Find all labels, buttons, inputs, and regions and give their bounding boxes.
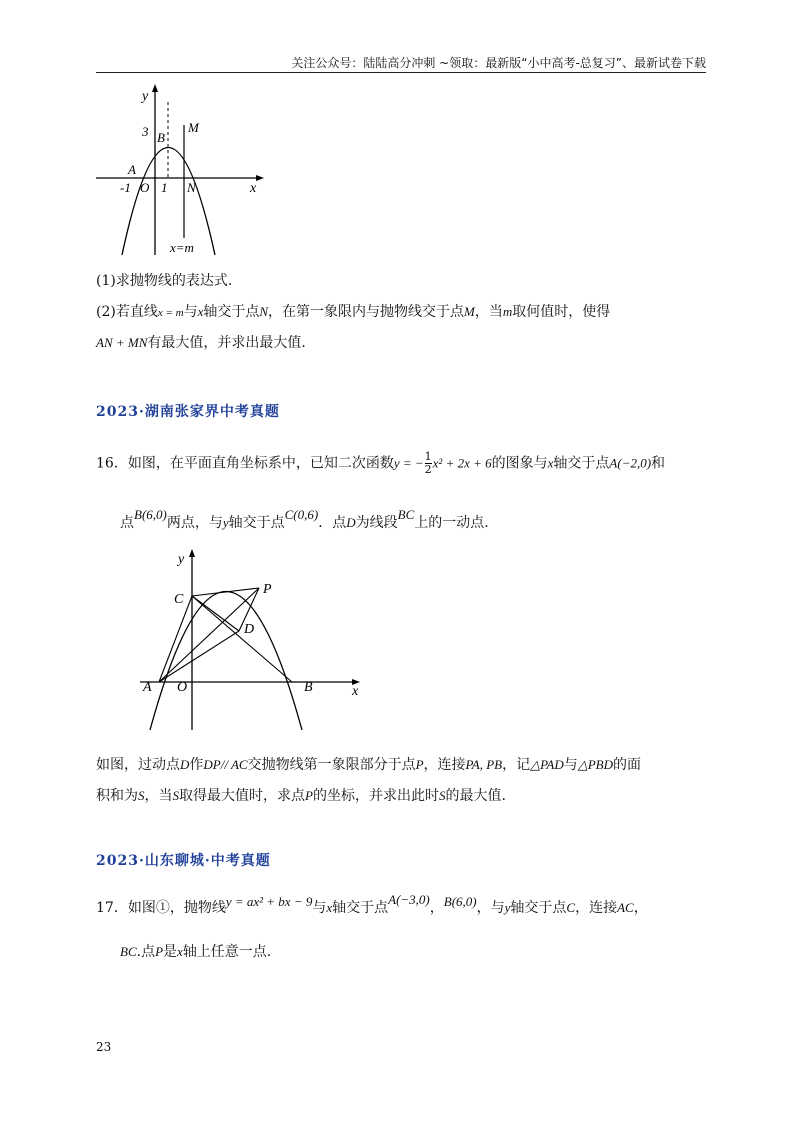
y-axis-arrow	[152, 84, 158, 92]
header-divider	[96, 72, 706, 73]
segment-ac	[159, 596, 192, 682]
label-y: y	[178, 552, 185, 567]
question-17-line-1: 17．如图①，抛物线y = ax² + bx − 9与x轴交于点A(−3,0)，B(6,0)，与y轴交于点C，连接AC，	[96, 892, 648, 916]
segment-cp	[192, 588, 259, 596]
label-1: 1	[161, 180, 168, 195]
label-3: 3	[142, 124, 149, 139]
question-15-part-1: (1)求抛物线的表达式.	[96, 273, 233, 289]
label-o: O	[177, 680, 188, 695]
label-p: P	[263, 582, 272, 597]
label-n: N	[187, 180, 196, 195]
page-number: 23	[96, 1040, 112, 1054]
y-axis-arrow	[189, 549, 195, 557]
figure-2-parabola	[140, 545, 370, 735]
label-o: O	[140, 180, 150, 195]
question-16-line-1: 16．如图，在平面直角坐标系中，已知二次函数y = − $\frac{1}{2}$ x² + 2x + 6的图象与x轴交于点A(−2,0)和	[96, 450, 666, 476]
label-a: A	[143, 680, 152, 695]
label-a: A	[128, 162, 136, 177]
question-17-line-2: BC.点P是x轴上任意一点.	[120, 944, 272, 960]
label-c: C	[174, 592, 184, 607]
label-y: y	[142, 89, 149, 104]
segment-cb	[192, 596, 292, 682]
label-b: B	[304, 680, 313, 695]
label-d: D	[244, 622, 255, 637]
question-16-task-line-1: 如图，过动点D作DP// AC交抛物线第一象限部分于点P，连接PA, PB，记△PAD与△PBD的面	[96, 757, 641, 773]
label-x: x	[250, 181, 257, 196]
label-x: x	[352, 684, 359, 699]
parabola-curve	[150, 592, 302, 731]
question-15-part-2-line-1: (2)若直线x = m与x轴交于点N，在第一象限内与抛物线交于点M，当m取何值时，使得	[96, 304, 611, 320]
label-x-equals-m: x=m	[170, 240, 194, 255]
x-axis-arrow	[256, 175, 264, 181]
section-heading-zhangjiajie: 2023·湖南张家界中考真题	[96, 404, 280, 420]
segment-ad	[159, 631, 239, 682]
question-15-part-2-line-2: AN + MN有最大值，并求出最大值.	[96, 335, 306, 351]
figure-1-parabola	[96, 80, 276, 260]
label-m: M	[188, 120, 199, 135]
page-header: 关注公众号：陆陆高分冲刺 ~领取：最新版“小中高考-总复习”、最新试卷下载	[291, 56, 706, 70]
section-heading-liaocheng: 2023·山东聊城·中考真题	[96, 853, 271, 869]
label-b: B	[157, 130, 165, 145]
question-16-task-line-2: 积和为S，当S取得最大值时，求点P的坐标，并求出此时S的最大值.	[96, 788, 506, 804]
label-neg1: -1	[120, 180, 131, 195]
question-16-line-2: 点B(6,0)两点，与y轴交于点C(0,6)．点D为线段BC上的一动点.	[120, 507, 489, 531]
